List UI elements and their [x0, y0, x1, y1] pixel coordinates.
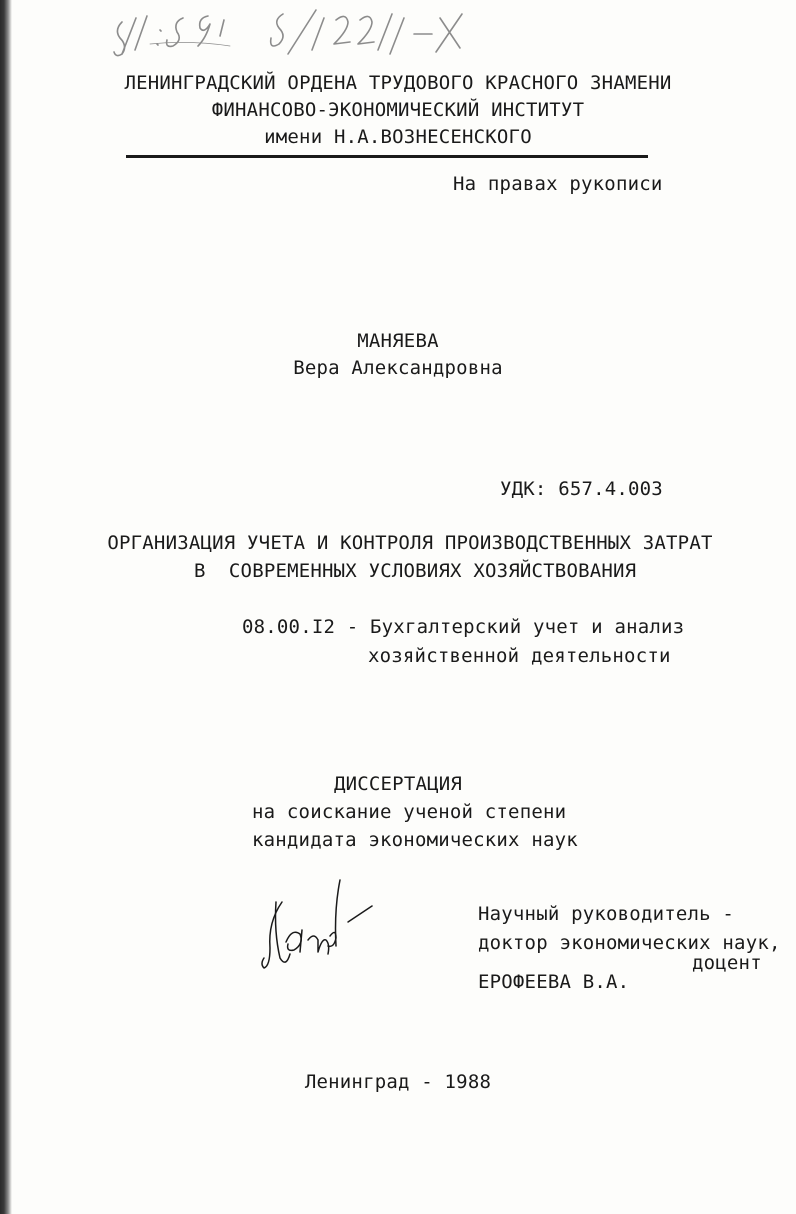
author-surname: МАНЯЕВА — [357, 330, 439, 352]
degree-line-2: кандидата экономических наук — [252, 829, 578, 851]
degree-heading: ДИССЕРТАЦИЯ — [333, 773, 463, 795]
udk-code: УДК: 657.4.003 — [500, 478, 663, 500]
title-line-2: В СОВРЕМЕННЫХ УСЛОВИЯХ ХОЗЯЙСТВОВАНИЯ — [194, 560, 637, 582]
supervisor-line-4: ЕРОФЕЕВА В.А. — [478, 971, 630, 993]
institute-line-2: ФИНАНСОВО-ЭКОНОМИЧЕСКИЙ ИНСТИТУТ — [211, 99, 585, 121]
degree-line-1: на соискание ученой степени — [252, 801, 567, 823]
supervisor-line-1: Научный руководитель - — [478, 903, 735, 925]
title-line-1: ОРГАНИЗАЦИЯ УЧЕТА И КОНТРОЛЯ ПРОИЗВОДСТВЕННЫХ ЗАТРАТ — [107, 532, 713, 554]
author-given-names: Вера Александровна — [293, 357, 503, 379]
place-year: Ленинград - 1988 — [304, 1071, 492, 1093]
binding-edge — [0, 0, 12, 1214]
supervisor-line-2: доктор экономических наук, — [478, 932, 781, 954]
supervisor-line-3: доцент — [692, 952, 762, 974]
specialty-line-2: хозяйственной деятельности — [368, 645, 671, 667]
specialty-line-1: 08.00.I2 - Бухгалтерский учет и анализ — [242, 616, 685, 638]
institute-line-3: имени Н.А.ВОЗНЕСЕНСКОГО — [264, 126, 532, 148]
rights-note: На правах рукописи — [453, 173, 663, 195]
institute-line-1: ЛЕНИНГРАДСКИЙ ОРДЕНА ТРУДОВОГО КРАСНОГО ЗНАМЕНИ — [124, 72, 672, 94]
header-divider — [126, 155, 648, 158]
